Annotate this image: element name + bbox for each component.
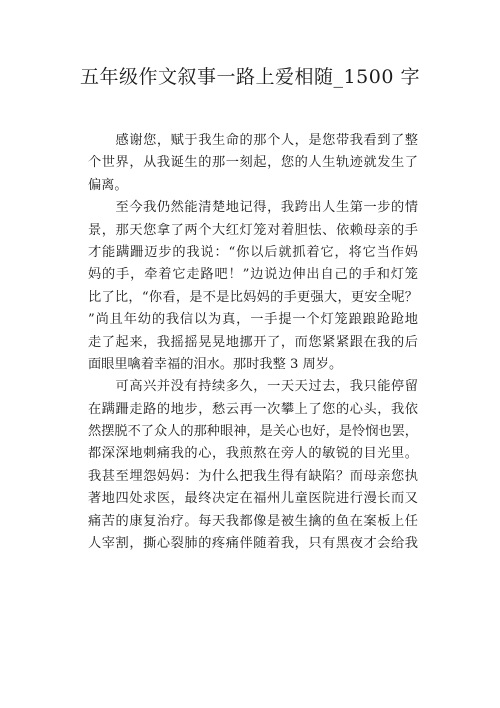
paragraph-line: 人宰割，撕心裂肺的疼痛伴随着我，只有黑夜才会给我 bbox=[88, 536, 418, 552]
paragraph-line: 著地四处求医，最终决定在福州儿童医院进行漫长而又 bbox=[88, 491, 418, 507]
paragraph-line: 可高兴并没有持续多久，一天天过去，我只能停留 bbox=[88, 379, 418, 395]
paragraph-line: 偏离。 bbox=[88, 177, 128, 193]
paragraph-line: 妈的手，牵着它走路吧！”边说边伸出自己的手和灯笼 bbox=[88, 267, 418, 283]
paragraph-line: 个世界，从我诞生的那一刻起，您的人生轨迹就发生了 bbox=[88, 155, 418, 171]
document-body bbox=[88, 130, 418, 555]
paragraph-line: 我甚至埋怨妈妈：为什么把我生得有缺陷？而母亲您执 bbox=[88, 468, 418, 484]
paragraph-line: 至今我仍然能清楚地记得，我跨出人生第一步的情 bbox=[88, 200, 418, 216]
paragraph-1 bbox=[88, 130, 418, 197]
paragraph-2 bbox=[88, 197, 418, 376]
paragraph-line: 感谢您，赋于我生命的那个人，是您带我看到了整 bbox=[88, 133, 418, 148]
paragraph-3 bbox=[88, 376, 418, 555]
paragraph-line: 痛苦的康复治疗。每天我都像是被生擒的鱼在案板上任 bbox=[88, 513, 418, 529]
paragraph-line: 比了比，“你看，是不是比妈妈的手更强大，更安全呢？ bbox=[88, 289, 418, 305]
paragraph-line: ”尚且年幼的我信以为真，一手提一个灯笼踉踉跄跄地 bbox=[88, 312, 418, 328]
paragraph-line: 在蹒跚走路的地步，愁云再一次攀上了您的心头，我依 bbox=[88, 401, 418, 417]
paragraph-line: 都深深地刺痛我的心，我煎熬在旁人的敏锐的目光里。 bbox=[88, 446, 418, 462]
paragraph-line: 然摆脱不了众人的那种眼神，是关心也好，是怜悯也罢， bbox=[88, 424, 418, 440]
paragraph-line: 景，那天您拿了两个大红灯笼对着胆怯、依赖母亲的手 bbox=[88, 222, 418, 238]
paragraph-line: 才能蹒跚迈步的我说：“你以后就抓着它，将它当作妈 bbox=[88, 244, 418, 260]
paragraph-line: 走了起来，我摇摇晃晃地挪开了，而您紧紧跟在我的后 bbox=[88, 334, 418, 350]
document-title: 五年级作文叙事一路上爱相随_1500 字 bbox=[80, 66, 420, 88]
paragraph-line: 面眼里噙着幸福的泪水。那时我整 3 周岁。 bbox=[88, 356, 343, 372]
